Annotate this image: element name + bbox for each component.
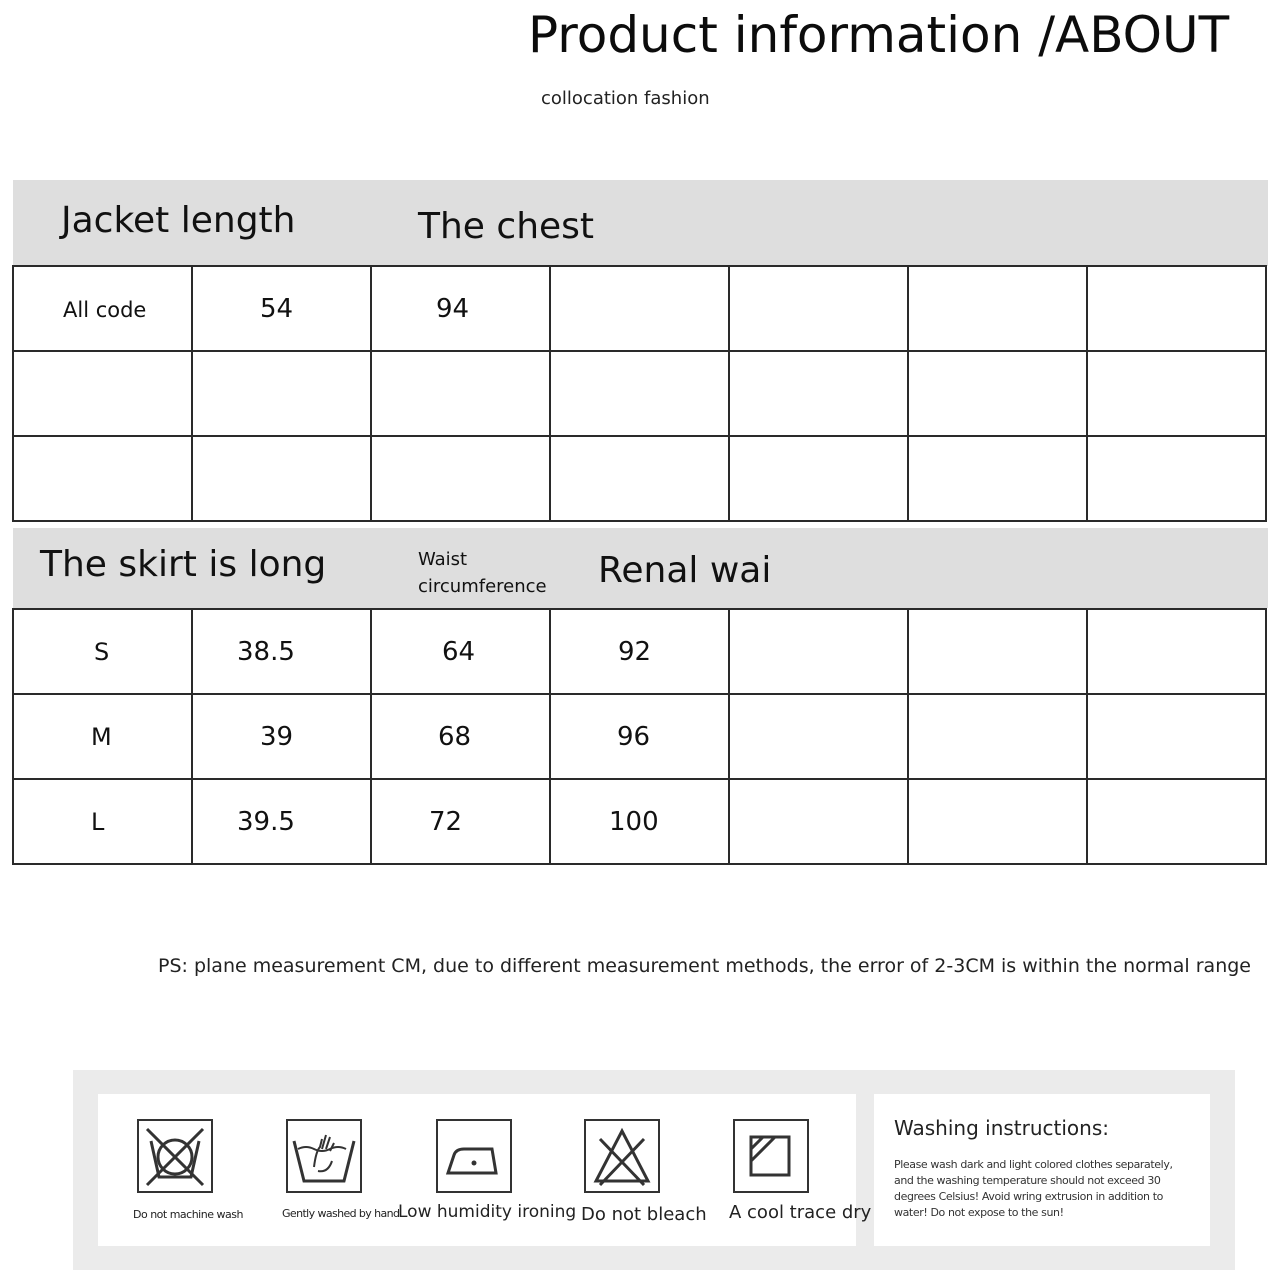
table-cell — [908, 351, 1087, 436]
table-cell — [550, 266, 729, 351]
table-cell — [1087, 779, 1266, 864]
table-cell — [550, 436, 729, 521]
shade-dry-label: A cool trace dry — [729, 1202, 872, 1223]
page-title: Product information /ABOUT — [528, 6, 1230, 64]
skirt-header-band — [13, 528, 1268, 608]
skirt-length-value: 39.5 — [237, 806, 295, 837]
measurement-note: PS: plane measurement CM, due to different measurement methods, the error of 2-3CM is within the normal range — [158, 955, 1251, 977]
table-cell — [1087, 694, 1266, 779]
jacket-length-value: 54 — [260, 293, 294, 324]
table-cell — [192, 266, 371, 351]
table-cell — [13, 436, 192, 521]
table-cell — [908, 436, 1087, 521]
table-cell — [192, 779, 371, 864]
table-cell — [371, 436, 550, 521]
no-machine-wash-icon — [137, 1119, 213, 1193]
table-cell — [550, 351, 729, 436]
table-cell — [1087, 351, 1266, 436]
table-cell — [1087, 609, 1266, 694]
table-cell — [908, 266, 1087, 351]
table-cell — [729, 436, 908, 521]
skirt-size-table — [12, 608, 1267, 865]
table-cell — [371, 609, 550, 694]
waist-value: 72 — [429, 806, 463, 837]
no-machine-wash-label: Do not machine wash — [133, 1208, 243, 1221]
waist-value: 64 — [442, 636, 476, 667]
low-iron-label: Low humidity ironing — [398, 1202, 577, 1222]
table-cell — [13, 779, 192, 864]
table-row — [13, 694, 1266, 779]
table-row — [13, 266, 1266, 351]
table-cell — [908, 609, 1087, 694]
chest-value: 94 — [436, 293, 470, 324]
size-label: All code — [63, 297, 147, 322]
table-cell — [550, 694, 729, 779]
size-label: M — [91, 722, 112, 751]
table-cell — [192, 609, 371, 694]
jacket-size-table — [12, 265, 1267, 522]
table-cell — [550, 609, 729, 694]
table-cell — [729, 694, 908, 779]
table-cell — [192, 694, 371, 779]
size-label: L — [91, 807, 105, 836]
table-cell — [1087, 266, 1266, 351]
hand-wash-label: Gently washed by hand — [282, 1207, 400, 1220]
shade-dry-icon — [733, 1119, 809, 1193]
skirt-length-value: 38.5 — [237, 636, 295, 667]
washing-instructions-text: Please wash dark and light colored clothes separately, and the washing temperature should not exceed 30 degrees Celsius! Avoid wring extrusion in addition to water! Do not expose to the sun! — [894, 1158, 1173, 1219]
table-cell — [371, 779, 550, 864]
washing-instructions-title: Washing instructions: — [894, 1116, 1109, 1140]
table-cell — [729, 266, 908, 351]
table-cell — [192, 351, 371, 436]
jacket-length-header: Jacket length — [61, 200, 296, 241]
skirt-length-header: The skirt is long — [40, 544, 327, 585]
skirt-length-value: 39 — [260, 721, 294, 752]
table-cell — [1087, 436, 1266, 521]
table-cell — [192, 436, 371, 521]
low-iron-icon — [436, 1119, 512, 1193]
table-cell — [13, 266, 192, 351]
hip-header: Renal wai — [598, 550, 772, 591]
no-bleach-icon — [584, 1119, 660, 1193]
jacket-header-band — [13, 180, 1268, 266]
table-row — [13, 609, 1266, 694]
table-cell — [908, 694, 1087, 779]
hip-value: 100 — [609, 806, 659, 837]
table-cell — [371, 694, 550, 779]
table-row — [13, 351, 1266, 436]
table-cell — [729, 609, 908, 694]
table-cell — [13, 351, 192, 436]
table-cell — [729, 779, 908, 864]
table-cell — [550, 779, 729, 864]
hip-value: 96 — [617, 721, 651, 752]
table-cell — [729, 351, 908, 436]
table-cell — [371, 351, 550, 436]
waist-header: Waist circumference — [418, 549, 547, 597]
page-subtitle: collocation fashion — [541, 88, 710, 109]
chest-header: The chest — [418, 206, 595, 247]
hand-wash-icon — [286, 1119, 362, 1193]
table-cell — [371, 266, 550, 351]
table-cell — [13, 609, 192, 694]
no-bleach-label: Do not bleach — [581, 1204, 707, 1225]
table-cell — [908, 779, 1087, 864]
size-label: S — [94, 637, 110, 666]
table-row — [13, 436, 1266, 521]
hip-value: 92 — [618, 636, 652, 667]
table-cell — [13, 694, 192, 779]
table-row — [13, 779, 1266, 864]
waist-value: 68 — [438, 721, 472, 752]
